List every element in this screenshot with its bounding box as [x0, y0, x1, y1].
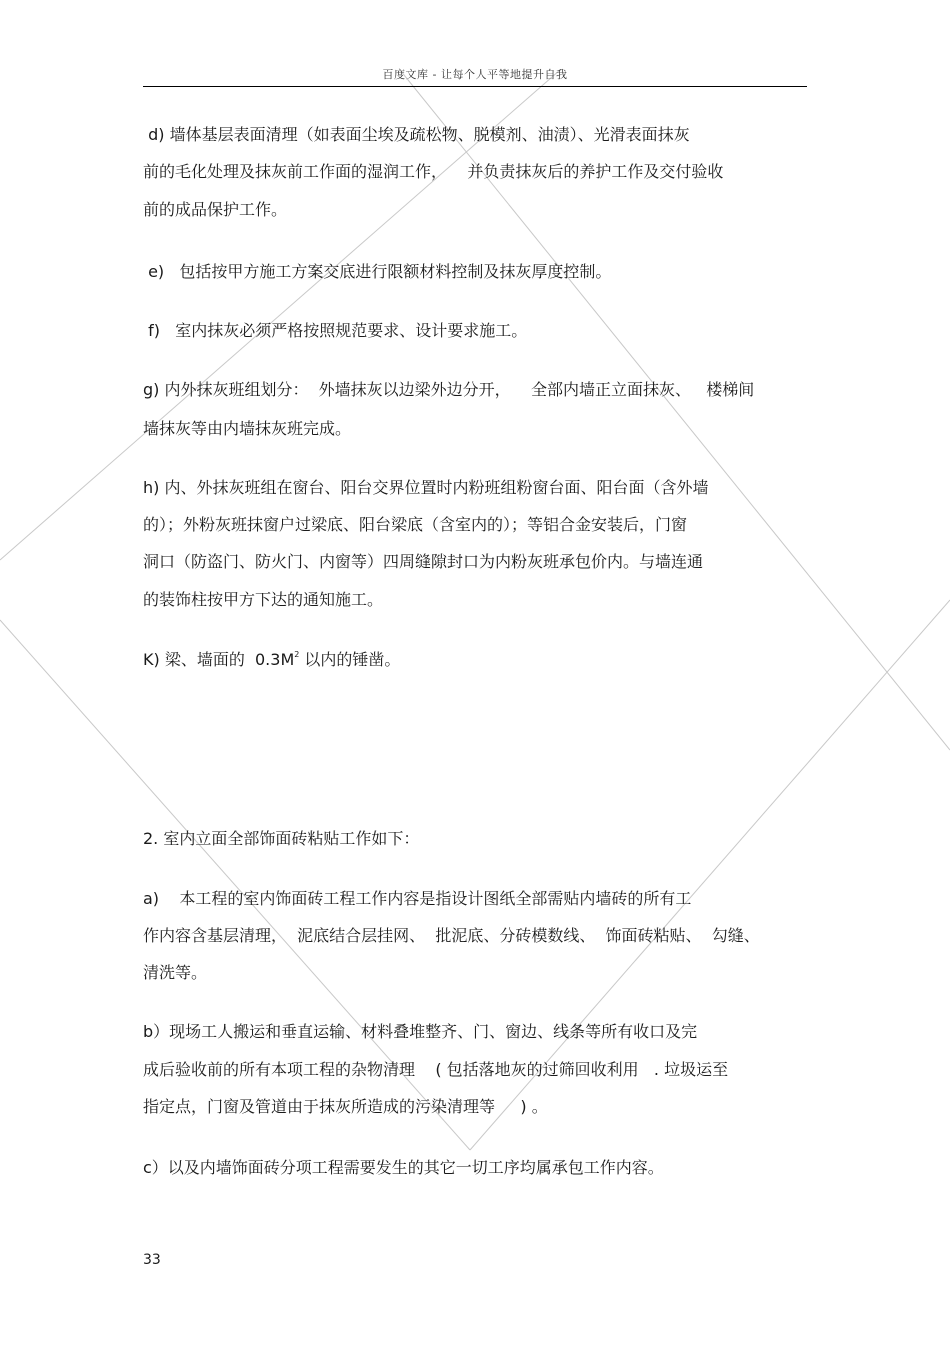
header-divider — [143, 86, 807, 87]
paragraph-b-line-2: 成后验收前的所有本项工程的杂物清理 ( 包括落地灰的过筛回收利用 . 垃圾运至 — [143, 1060, 729, 1079]
page-number: 33 — [143, 1252, 161, 1268]
paragraph-k-text-tail: 以内的锤凿。 — [299, 650, 401, 669]
paragraph-c-line-1: c）以及内墙饰面砖分项工程需要发生的其它一切工序均属承包工作内容。 — [143, 1158, 664, 1177]
paragraph-d-line-1: d) 墙体基层表面清理（如表面尘埃及疏松物、脱模剂、油渍）、光滑表面抹灰 — [143, 125, 690, 144]
paragraph-g-line-1: g) 内外抹灰班组划分： 外墙抹灰以边梁外边分开， 全部内墙正立面抹灰、 楼梯间 — [143, 380, 755, 399]
paragraph-h-line-3: 洞口（防盗门、防火门、内窗等）四周缝隙封口为内粉灰班承包价内。与墙连通 — [143, 552, 704, 571]
paragraph-b-line-3: 指定点，门窗及管道由于抹灰所造成的污染清理等 ) 。 — [143, 1097, 548, 1116]
section-2-title: 2. 室内立面全部饰面砖粘贴工作如下： — [143, 829, 420, 848]
page-header: 百度文库 - 让每个人平等地提升自我 — [382, 68, 568, 81]
paragraph-k-superscript: 2 — [294, 650, 300, 659]
paragraph-h-line-4: 的装饰柱按甲方下达的通知施工。 — [143, 590, 384, 609]
paragraph-k-line-1 — [143, 650, 400, 670]
paragraph-h-line-1: h) 内、外抹灰班组在窗台、阳台交界位置时内粉班组粉窗台面、阳台面（含外墙 — [143, 478, 709, 497]
paragraph-g-line-2: 墙抹灰等由内墙抹灰班完成。 — [143, 419, 352, 438]
paragraph-a-line-2: 作内容含基层清理， 泥底结合层挂网、 批泥底、分砖模数线、 饰面砖粘贴、 勾缝、 — [143, 926, 760, 945]
paragraph-d-line-3: 前的成品保护工作。 — [143, 200, 288, 219]
paragraph-f-line-1: f) 室内抹灰必须严格按照规范要求、设计要求施工。 — [143, 321, 528, 340]
paragraph-d-line-2: 前的毛化处理及抹灰前工作面的湿润工作， 并负责抹灰后的养护工作及交付验收 — [143, 162, 724, 181]
paragraph-k-text: K) 梁、墙面的 0.3M — [143, 650, 295, 669]
paragraph-e-line-1: e) 包括按甲方施工方案交底进行限额材料控制及抹灰厚度控制。 — [143, 262, 612, 281]
paragraph-h-line-2: 的）；外粉灰班抹窗户过梁底、阳台梁底（含室内的）；等铝合金安装后，门窗 — [143, 515, 688, 534]
paragraph-a-line-3: 清洗等。 — [143, 963, 208, 982]
paragraph-a-line-1: a) 本工程的室内饰面砖工程工作内容是指设计图纸全部需贴内墙砖的所有工 — [143, 889, 692, 908]
paragraph-b-line-1: b）现场工人搬运和垂直运输、材料叠堆整齐、门、窗边、线条等所有收口及完 — [143, 1022, 698, 1041]
